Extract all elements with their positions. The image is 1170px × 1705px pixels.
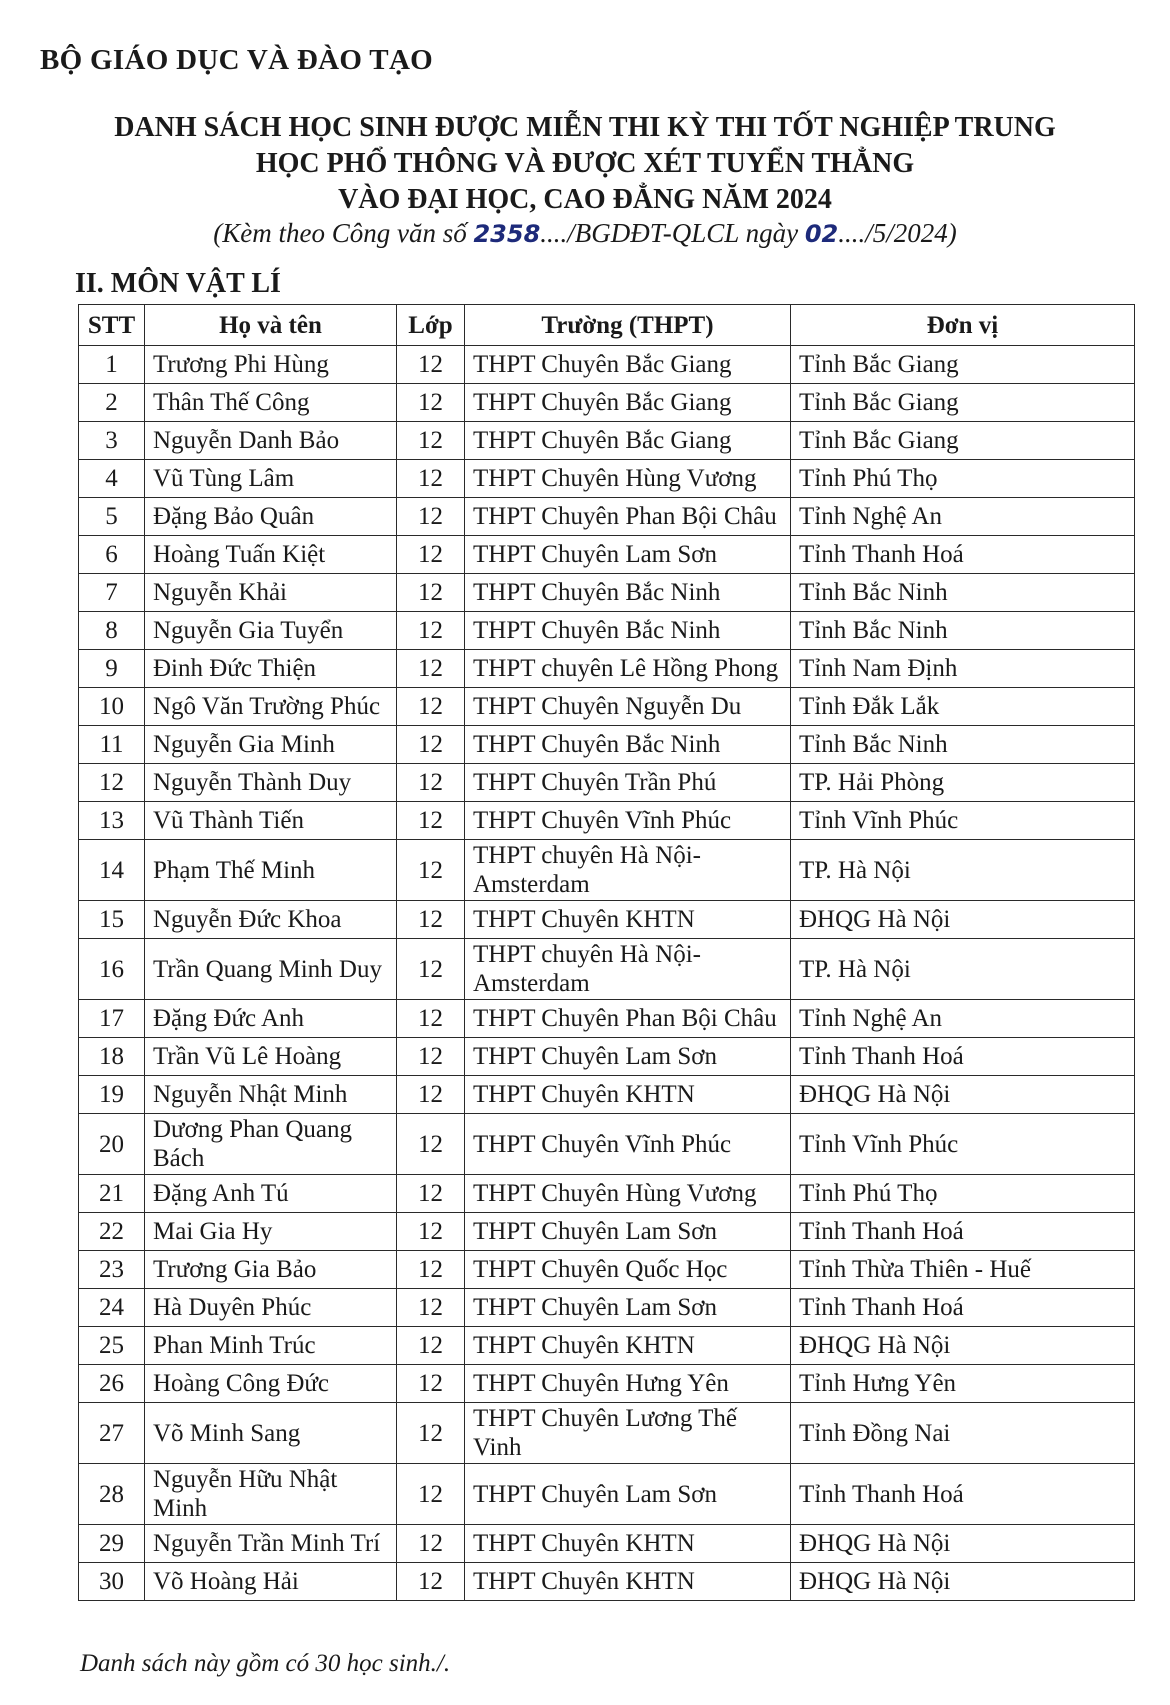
cell-name: Đặng Bảo Quân [145,498,397,536]
table-row [79,840,1135,901]
cell-lop: 12 [397,939,465,1000]
title-line-2: HỌC PHỔ THÔNG VÀ ĐƯỢC XÉT TUYỂN THẲNG [255,148,915,179]
table-row [79,1327,1135,1365]
cell-unit: Tỉnh Đắk Lắk [791,688,1135,726]
cell-stt: 18 [79,1038,145,1076]
cell-name: Nguyễn Gia Tuyển [145,612,397,650]
cell-unit: Tỉnh Phú Thọ [791,1175,1135,1213]
title-line-1: DANH SÁCH HỌC SINH ĐƯỢC MIỄN THI KỲ THI TỐT NGHIỆP TRUNG [114,112,1056,143]
cell-school: THPT Chuyên Bắc Ninh [465,612,791,650]
cell-lop: 12 [397,1213,465,1251]
header-school: Trường (THPT) [465,305,791,346]
table-row [79,1000,1135,1038]
cell-name: Vũ Tùng Lâm [145,460,397,498]
cell-unit: Tỉnh Hưng Yên [791,1365,1135,1403]
header-unit: Đơn vị [791,305,1135,346]
cell-unit: Tỉnh Thanh Hoá [791,1289,1135,1327]
ref-suffix: ..../5/2024) [838,218,957,248]
table-row [79,1175,1135,1213]
cell-lop: 12 [397,840,465,901]
cell-school: THPT Chuyên Quốc Học [465,1251,791,1289]
cell-stt: 28 [79,1464,145,1525]
header-lop: Lớp [397,305,465,346]
cell-name: Mai Gia Hy [145,1213,397,1251]
cell-stt: 15 [79,901,145,939]
cell-school: THPT Chuyên Phan Bội Châu [465,498,791,536]
cell-school: THPT chuyên Lê Hồng Phong [465,650,791,688]
cell-school: THPT Chuyên Lam Sơn [465,1289,791,1327]
cell-stt: 14 [79,840,145,901]
handwritten-ref-day: 02 [804,220,839,248]
cell-school: THPT Chuyên Lương Thế Vinh [465,1403,791,1464]
cell-lop: 12 [397,688,465,726]
table-row [79,802,1135,840]
cell-school: THPT Chuyên Bắc Giang [465,384,791,422]
cell-unit: ĐHQG Hà Nội [791,1076,1135,1114]
cell-school: THPT Chuyên Lam Sơn [465,536,791,574]
cell-unit: Tỉnh Thanh Hoá [791,1213,1135,1251]
cell-lop: 12 [397,498,465,536]
cell-lop: 12 [397,901,465,939]
cell-stt: 30 [79,1563,145,1601]
cell-unit: Tỉnh Bắc Giang [791,346,1135,384]
cell-stt: 23 [79,1251,145,1289]
cell-name: Nguyễn Khải [145,574,397,612]
table-row [79,726,1135,764]
cell-lop: 12 [397,612,465,650]
cell-name: Trương Phi Hùng [145,346,397,384]
cell-school: THPT Chuyên KHTN [465,1525,791,1563]
cell-school: THPT chuyên Hà Nội-Amsterdam [465,939,791,1000]
cell-lop: 12 [397,1563,465,1601]
section-title: II. MÔN VẬT LÍ [75,268,281,299]
cell-lop: 12 [397,1251,465,1289]
cell-unit: TP. Hà Nội [791,939,1135,1000]
cell-unit: Tỉnh Bắc Ninh [791,574,1135,612]
cell-lop: 12 [397,1175,465,1213]
table-row [79,1563,1135,1601]
table-row [79,422,1135,460]
cell-lop: 12 [397,650,465,688]
cell-unit: Tỉnh Thanh Hoá [791,536,1135,574]
cell-stt: 12 [79,764,145,802]
cell-school: THPT Chuyên Hưng Yên [465,1365,791,1403]
table-row [79,1213,1135,1251]
table-row [79,1525,1135,1563]
cell-name: Thân Thế Công [145,384,397,422]
cell-school: THPT Chuyên Hùng Vương [465,1175,791,1213]
cell-school: THPT Chuyên Lam Sơn [465,1464,791,1525]
cell-stt: 19 [79,1076,145,1114]
cell-name: Nguyễn Danh Bảo [145,422,397,460]
table-row [79,1289,1135,1327]
cell-school: THPT chuyên Hà Nội-Amsterdam [465,840,791,901]
table-row [79,1038,1135,1076]
cell-lop: 12 [397,1000,465,1038]
cell-name: Nguyễn Trần Minh Trí [145,1525,397,1563]
cell-name: Đặng Anh Tú [145,1175,397,1213]
cell-unit: Tỉnh Thừa Thiên - Huế [791,1251,1135,1289]
cell-unit: Tỉnh Phú Thọ [791,460,1135,498]
document-title [60,110,1110,218]
cell-school: THPT Chuyên KHTN [465,1076,791,1114]
cell-stt: 10 [79,688,145,726]
cell-stt: 29 [79,1525,145,1563]
table-row [79,1403,1135,1464]
cell-name: Nguyễn Gia Minh [145,726,397,764]
header-name: Họ và tên [145,305,397,346]
cell-stt: 2 [79,384,145,422]
table-body [79,346,1135,1601]
cell-stt: 22 [79,1213,145,1251]
cell-name: Phạm Thế Minh [145,840,397,901]
cell-lop: 12 [397,802,465,840]
cell-stt: 3 [79,422,145,460]
cell-lop: 12 [397,1327,465,1365]
cell-name: Trần Vũ Lê Hoàng [145,1038,397,1076]
cell-stt: 24 [79,1289,145,1327]
cell-unit: Tỉnh Bắc Giang [791,384,1135,422]
table-row [79,384,1135,422]
cell-stt: 11 [79,726,145,764]
cell-unit: Tỉnh Nam Định [791,650,1135,688]
cell-school: THPT Chuyên Lam Sơn [465,1213,791,1251]
table-row [79,346,1135,384]
table-row [79,688,1135,726]
cell-lop: 12 [397,460,465,498]
cell-stt: 27 [79,1403,145,1464]
cell-lop: 12 [397,346,465,384]
cell-stt: 8 [79,612,145,650]
cell-name: Trần Quang Minh Duy [145,939,397,1000]
cell-lop: 12 [397,1525,465,1563]
cell-stt: 20 [79,1114,145,1175]
table-row [79,764,1135,802]
cell-stt: 9 [79,650,145,688]
cell-stt: 6 [79,536,145,574]
table-row [79,650,1135,688]
cell-school: THPT Chuyên Vĩnh Phúc [465,802,791,840]
cell-stt: 16 [79,939,145,1000]
student-table [78,304,1135,1601]
cell-unit: Tỉnh Vĩnh Phúc [791,802,1135,840]
table-row [79,574,1135,612]
cell-school: THPT Chuyên Trần Phú [465,764,791,802]
cell-school: THPT Chuyên Bắc Ninh [465,726,791,764]
cell-name: Phan Minh Trúc [145,1327,397,1365]
ref-middle: ..../BGDĐT-QLCL ngày [540,218,805,248]
cell-name: Nguyễn Nhật Minh [145,1076,397,1114]
footer-note: Danh sách này gồm có 30 học sinh./. [80,1650,451,1677]
cell-lop: 12 [397,1464,465,1525]
cell-unit: ĐHQG Hà Nội [791,1327,1135,1365]
cell-school: THPT Chuyên KHTN [465,901,791,939]
cell-unit: TP. Hà Nội [791,840,1135,901]
handwritten-ref-number: 2358 [473,220,541,248]
cell-lop: 12 [397,1365,465,1403]
cell-stt: 7 [79,574,145,612]
cell-unit: ĐHQG Hà Nội [791,1525,1135,1563]
cell-stt: 1 [79,346,145,384]
cell-lop: 12 [397,422,465,460]
cell-unit: ĐHQG Hà Nội [791,1563,1135,1601]
table-row [79,1365,1135,1403]
cell-school: THPT Chuyên Bắc Giang [465,422,791,460]
cell-lop: 12 [397,1289,465,1327]
cell-stt: 21 [79,1175,145,1213]
table-row [79,460,1135,498]
reference-line [60,218,1110,249]
cell-school: THPT Chuyên Lam Sơn [465,1038,791,1076]
cell-school: THPT Chuyên KHTN [465,1327,791,1365]
cell-stt: 4 [79,460,145,498]
cell-name: Vũ Thành Tiến [145,802,397,840]
cell-stt: 25 [79,1327,145,1365]
cell-school: THPT Chuyên Nguyễn Du [465,688,791,726]
cell-name: Trương Gia Bảo [145,1251,397,1289]
cell-unit: Tỉnh Bắc Ninh [791,726,1135,764]
cell-unit: Tỉnh Bắc Ninh [791,612,1135,650]
cell-unit: Tỉnh Nghệ An [791,498,1135,536]
cell-stt: 17 [79,1000,145,1038]
cell-name: Nguyễn Hữu Nhật Minh [145,1464,397,1525]
cell-school: THPT Chuyên Hùng Vương [465,460,791,498]
cell-name: Hà Duyên Phúc [145,1289,397,1327]
cell-unit: ĐHQG Hà Nội [791,901,1135,939]
table-row [79,1251,1135,1289]
cell-unit: Tỉnh Nghệ An [791,1000,1135,1038]
cell-stt: 13 [79,802,145,840]
header-stt: STT [79,305,145,346]
cell-name: Võ Hoàng Hải [145,1563,397,1601]
table-row [79,1464,1135,1525]
cell-unit: Tỉnh Thanh Hoá [791,1464,1135,1525]
table-row [79,498,1135,536]
cell-lop: 12 [397,536,465,574]
table-row [79,939,1135,1000]
ref-prefix: (Kèm theo Công văn số [213,218,474,248]
ministry-name: BỘ GIÁO DỤC VÀ ĐÀO TẠO [40,44,434,76]
cell-school: THPT Chuyên Vĩnh Phúc [465,1114,791,1175]
cell-lop: 12 [397,384,465,422]
cell-school: THPT Chuyên KHTN [465,1563,791,1601]
cell-lop: 12 [397,1076,465,1114]
cell-school: THPT Chuyên Phan Bội Châu [465,1000,791,1038]
cell-stt: 26 [79,1365,145,1403]
title-line-3: VÀO ĐẠI HỌC, CAO ĐẲNG NĂM 2024 [338,184,832,215]
cell-name: Nguyễn Thành Duy [145,764,397,802]
cell-school: THPT Chuyên Bắc Ninh [465,574,791,612]
cell-name: Hoàng Tuấn Kiệt [145,536,397,574]
cell-lop: 12 [397,574,465,612]
cell-unit: Tỉnh Đồng Nai [791,1403,1135,1464]
cell-name: Hoàng Công Đức [145,1365,397,1403]
table-row [79,612,1135,650]
table-row [79,1076,1135,1114]
cell-lop: 12 [397,726,465,764]
cell-name: Võ Minh Sang [145,1403,397,1464]
cell-lop: 12 [397,1038,465,1076]
cell-name: Ngô Văn Trường Phúc [145,688,397,726]
cell-lop: 12 [397,1114,465,1175]
table-row [79,1114,1135,1175]
cell-unit: TP. Hải Phòng [791,764,1135,802]
cell-school: THPT Chuyên Bắc Giang [465,346,791,384]
table-row [79,901,1135,939]
table-header-row [79,305,1135,346]
cell-name: Đinh Đức Thiện [145,650,397,688]
cell-name: Dương Phan Quang Bách [145,1114,397,1175]
cell-stt: 5 [79,498,145,536]
cell-lop: 12 [397,764,465,802]
cell-unit: Tỉnh Thanh Hoá [791,1038,1135,1076]
cell-lop: 12 [397,1403,465,1464]
cell-unit: Tỉnh Bắc Giang [791,422,1135,460]
cell-name: Đặng Đức Anh [145,1000,397,1038]
table-row [79,536,1135,574]
cell-unit: Tỉnh Vĩnh Phúc [791,1114,1135,1175]
cell-name: Nguyễn Đức Khoa [145,901,397,939]
